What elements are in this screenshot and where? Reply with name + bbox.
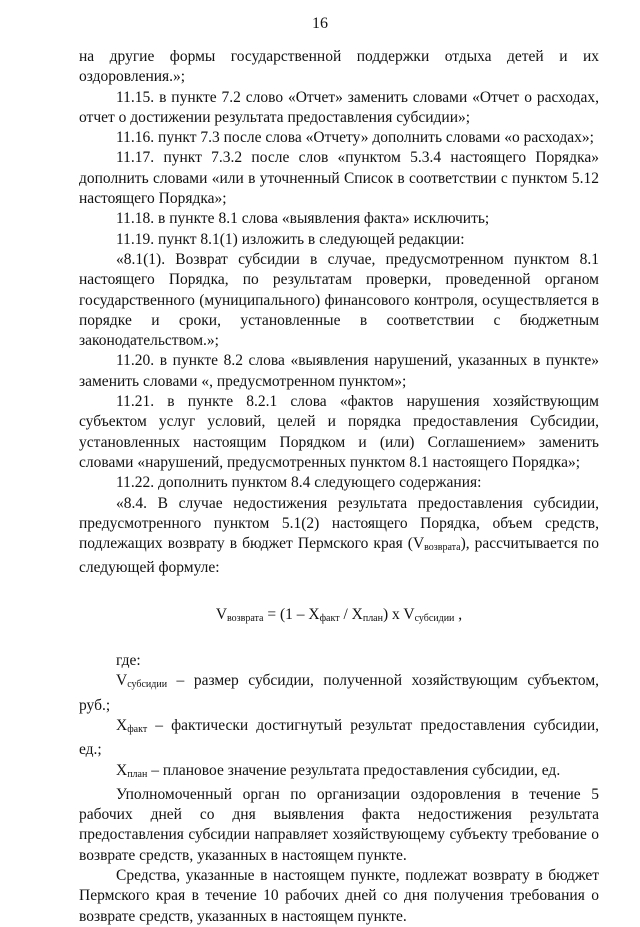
- where-label: где:: [116, 652, 141, 670]
- paragraph: Уполномоченный орган по организации оздоровления в течение 5 рабочих дней со дня выявления факта недостижения результата предоставления субсидии направляет хозяйствующему субъекту требование о возврате средств, указанных в настоящем пункте.: [79, 785, 599, 864]
- page-number: 16: [312, 15, 328, 32]
- paragraph-8-4: [79, 494, 599, 579]
- formula-symbol: V: [215, 605, 228, 623]
- formula-part: = (1 – X: [263, 605, 320, 623]
- text-run: «8.4. В случае недостижения результата предоставления субсидии, предусмотренного пунктом 5.1(2) настоящего Порядка, объем средств, подлежащих возврату в бюджет Пермского края (V: [79, 494, 599, 553]
- formula-part: / X: [339, 605, 363, 623]
- subscript: субсидии: [127, 679, 168, 691]
- paragraph: на другие формы государственной поддержки отдыха детей и их оздоровления.»;: [79, 48, 599, 86]
- definition-symbol: X: [116, 761, 128, 779]
- document-body: [79, 47, 599, 927]
- definition-item: [79, 761, 599, 785]
- definition-symbol: V: [116, 672, 128, 690]
- subscript: факт: [127, 723, 148, 735]
- paragraph: 11.17. пункт 7.3.2 после слов «пунктом 5.3.4 настоящего Порядка» дополнить словами «или в уточненный Список в соответствии с пунктом 5.12 настоящего Порядка»;: [79, 149, 599, 208]
- paragraph: 11.19. пункт 8.1(1) изложить в следующей редакции:: [116, 230, 465, 248]
- subscript: план: [362, 612, 383, 624]
- definition-text: – размер субсидии, полученной хозяйствующим субъектом, руб.;: [79, 672, 599, 714]
- definition-text: – плановое значение результата предоставления субсидии, ед.: [147, 761, 561, 779]
- paragraph: 11.21. в пункте 8.2.1 слова «фактов нарушения хозяйствующим субъектом услуг условий, целей и порядка предоставления Субсидии, установленных настоящим Порядком и (или) Соглашением» заменить словами «нарушений, предусмотренных пунктом 8.1 настоящего Порядка»;: [79, 393, 599, 471]
- subscript: план: [127, 768, 148, 780]
- subscript: субсидии: [414, 612, 455, 624]
- paragraph: 11.22. дополнить пунктом 8.4 следующего содержания:: [116, 474, 482, 492]
- paragraph: 11.20. в пункте 8.2 слова «выявления нарушений, указанных в пункте» заменить словами «, предусмотренном пунктом»;: [79, 352, 599, 390]
- formula-part: ) x V: [382, 605, 415, 623]
- paragraph: 11.18. в пункте 8.1 слова «выявления факта» исключить;: [116, 210, 490, 228]
- definition-item: [79, 671, 599, 716]
- text-run: ), рассчитывается по следующей формуле:: [79, 535, 599, 577]
- paragraph: Средства, указанные в настоящем пункте, подлежат возврату в бюджет Пермского края в течение 10 рабочих дней со дня получения требования о возврате средств, указанных в настоящем пункте.: [79, 866, 599, 925]
- paragraph: 11.16. пункт 7.3 после слова «Отчету» дополнить словами «о расходах»;: [116, 129, 594, 147]
- paragraph: 11.15. в пункте 7.2 слово «Отчет» заменить словами «Отчет о расходах, отчет о достижении результата предоставления субсидии»;: [79, 88, 599, 126]
- formula-part: ,: [454, 605, 463, 623]
- definition-symbol: X: [116, 716, 128, 734]
- definition-item: [79, 716, 599, 761]
- subscript: возврата: [424, 542, 461, 554]
- subscript: возврата: [227, 612, 264, 624]
- paragraph: «8.1(1). Возврат субсидии в случае, предусмотренном пунктом 8.1 настоящего Порядка, по результатам проверки, проведенной органом государственного (муниципального) финансового контроля, осуществляется в порядке и сроки, установленные в соответствии с бюджетным законодательством.»;: [79, 250, 599, 350]
- formula: [79, 605, 599, 629]
- subscript: факт: [319, 612, 340, 624]
- definition-text: – фактически достигнутый результат предоставления субсидии, ед.;: [79, 716, 599, 759]
